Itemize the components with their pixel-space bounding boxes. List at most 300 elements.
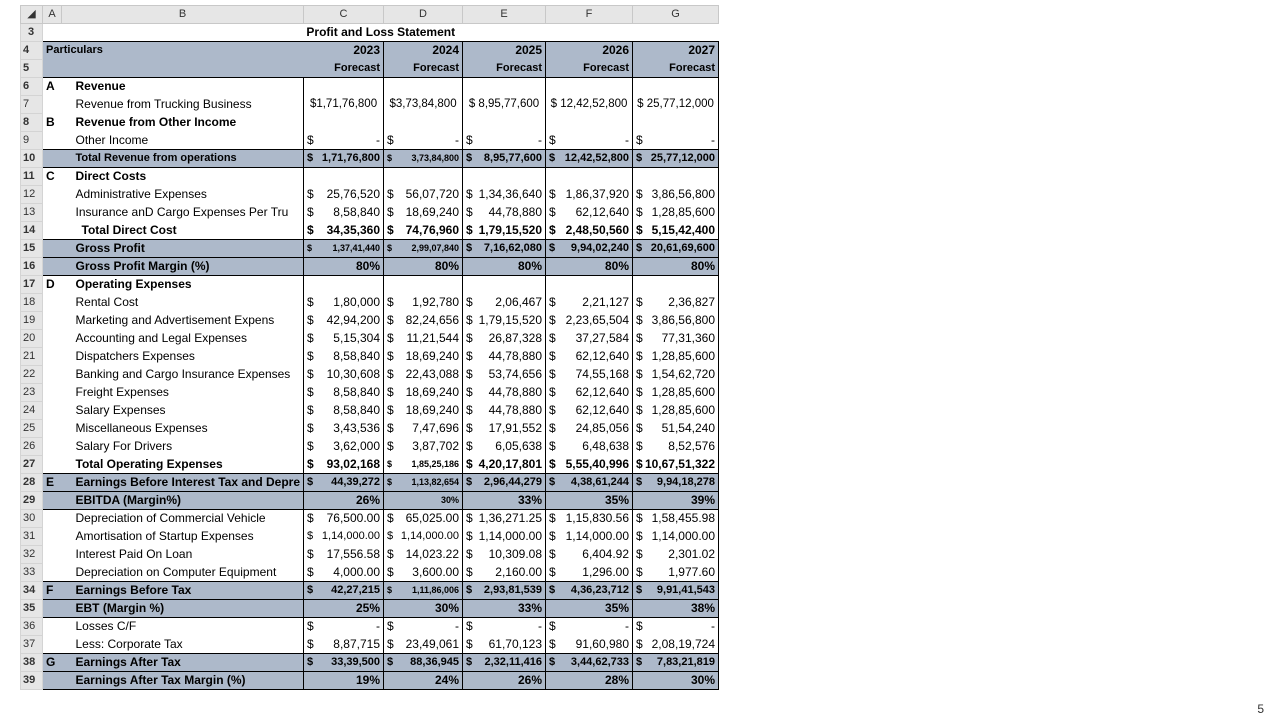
section-letter[interactable] — [43, 600, 62, 618]
value-cell[interactable] — [633, 186, 719, 204]
value-cell[interactable]: $ 8,95,77,600 — [463, 96, 546, 114]
row-label[interactable]: Gross Profit Margin (%) — [62, 258, 304, 276]
empty-cell[interactable] — [546, 78, 633, 96]
row-header[interactable]: 5 — [21, 60, 43, 78]
value-cell[interactable] — [384, 456, 463, 474]
value-cell[interactable] — [546, 636, 633, 654]
empty-cell[interactable] — [304, 114, 384, 132]
value-cell[interactable] — [463, 474, 546, 492]
value-cell[interactable] — [546, 546, 633, 564]
row-label[interactable]: Operating Expenses — [62, 276, 304, 294]
section-letter[interactable] — [43, 96, 62, 114]
value-cell[interactable] — [384, 312, 463, 330]
value-cell[interactable] — [463, 348, 546, 366]
value-cell[interactable] — [384, 420, 463, 438]
value-cell[interactable] — [463, 636, 546, 654]
value-cell[interactable] — [546, 204, 633, 222]
row-label[interactable]: Revenue from Trucking Business — [62, 96, 304, 114]
select-all-corner[interactable]: ◢ — [21, 6, 43, 24]
section-letter[interactable] — [43, 150, 62, 168]
percent-cell[interactable]: 33% — [463, 492, 546, 510]
row-header[interactable]: 30 — [21, 510, 43, 528]
section-letter[interactable] — [43, 492, 62, 510]
value-cell[interactable] — [546, 402, 633, 420]
statement-title[interactable]: Profit and Loss Statement — [306, 25, 456, 39]
value-cell[interactable] — [463, 438, 546, 456]
value-cell[interactable] — [384, 474, 463, 492]
row-header[interactable]: 25 — [21, 420, 43, 438]
value-cell[interactable] — [304, 186, 384, 204]
percent-cell[interactable]: 35% — [546, 600, 633, 618]
row-header[interactable]: 28 — [21, 474, 43, 492]
row-label[interactable]: Administrative Expenses — [62, 186, 304, 204]
row-label[interactable]: Earnings After Tax — [62, 654, 304, 672]
section-letter[interactable]: G — [43, 654, 62, 672]
value-cell[interactable] — [546, 582, 633, 600]
value-cell[interactable] — [633, 438, 719, 456]
value-cell[interactable] — [546, 384, 633, 402]
section-letter[interactable] — [43, 564, 62, 582]
value-cell[interactable] — [546, 654, 633, 672]
empty-cell[interactable] — [546, 114, 633, 132]
value-cell[interactable] — [546, 420, 633, 438]
value-cell[interactable] — [304, 294, 384, 312]
value-cell[interactable] — [384, 366, 463, 384]
percent-cell[interactable]: 30% — [384, 600, 463, 618]
value-cell[interactable] — [546, 294, 633, 312]
forecast-cell[interactable]: Forecast — [633, 60, 719, 78]
value-cell[interactable] — [304, 204, 384, 222]
value-cell[interactable] — [463, 456, 546, 474]
row-header[interactable]: 15 — [21, 240, 43, 258]
value-cell[interactable] — [304, 564, 384, 582]
row-header[interactable]: 7 — [21, 96, 43, 114]
value-cell[interactable] — [463, 420, 546, 438]
value-cell[interactable] — [633, 348, 719, 366]
value-cell[interactable] — [633, 420, 719, 438]
empty-cell[interactable] — [463, 114, 546, 132]
percent-cell[interactable]: 80% — [384, 258, 463, 276]
column-header-f[interactable]: F — [546, 6, 633, 24]
percent-cell[interactable]: 33% — [463, 600, 546, 618]
value-cell[interactable] — [304, 240, 384, 258]
value-cell[interactable] — [384, 186, 463, 204]
value-cell[interactable] — [546, 456, 633, 474]
value-cell[interactable] — [546, 330, 633, 348]
empty-cell[interactable] — [546, 168, 633, 186]
row-header[interactable]: 24 — [21, 402, 43, 420]
section-letter[interactable] — [43, 384, 62, 402]
currency-symbol: $ — [307, 439, 314, 453]
row-label[interactable]: Direct Costs — [62, 168, 304, 186]
value-cell[interactable] — [384, 132, 463, 150]
section-letter[interactable]: F — [43, 582, 62, 600]
percent-cell[interactable]: 35% — [546, 492, 633, 510]
value-cell[interactable] — [304, 402, 384, 420]
percent-cell[interactable]: 24% — [384, 672, 463, 690]
value-cell[interactable] — [384, 546, 463, 564]
value-cell[interactable] — [304, 546, 384, 564]
row-header[interactable]: 27 — [21, 456, 43, 474]
value-cell[interactable] — [633, 582, 719, 600]
empty-cell[interactable] — [384, 114, 463, 132]
section-letter[interactable] — [43, 312, 62, 330]
value-cell[interactable] — [384, 204, 463, 222]
column-header-a[interactable]: A — [43, 6, 62, 24]
value-cell[interactable] — [463, 312, 546, 330]
column-header-b[interactable]: B — [62, 6, 304, 24]
row-label[interactable]: Earnings Before Tax — [62, 582, 304, 600]
row-label[interactable]: Total Direct Cost — [62, 222, 304, 240]
value-cell[interactable] — [463, 564, 546, 582]
value-cell[interactable] — [633, 618, 719, 636]
row-header[interactable]: 18 — [21, 294, 43, 312]
row-label[interactable]: Salary Expenses — [62, 402, 304, 420]
row-header[interactable]: 13 — [21, 204, 43, 222]
value-cell[interactable] — [546, 474, 633, 492]
value-cell[interactable] — [546, 510, 633, 528]
value-cell[interactable] — [304, 330, 384, 348]
row-header[interactable]: 19 — [21, 312, 43, 330]
value-cell[interactable] — [463, 330, 546, 348]
value-cell[interactable] — [463, 150, 546, 168]
row-header[interactable]: 39 — [21, 672, 43, 690]
percent-cell[interactable]: 80% — [546, 258, 633, 276]
value-cell[interactable] — [304, 618, 384, 636]
value-cell[interactable] — [304, 582, 384, 600]
empty-cell[interactable] — [304, 168, 384, 186]
section-letter[interactable] — [43, 186, 62, 204]
empty-cell[interactable] — [633, 114, 719, 132]
row-header[interactable]: 26 — [21, 438, 43, 456]
empty-cell[interactable] — [304, 78, 384, 96]
value-cell[interactable] — [633, 546, 719, 564]
year-cell[interactable]: 2027 — [633, 42, 719, 60]
row-label[interactable]: Total Operating Expenses — [62, 456, 304, 474]
row-header[interactable]: 21 — [21, 348, 43, 366]
value-cell[interactable] — [633, 150, 719, 168]
value-cell[interactable] — [304, 510, 384, 528]
value-cell[interactable] — [633, 222, 719, 240]
row-label[interactable]: Dispatchers Expenses — [62, 348, 304, 366]
forecast-cell[interactable]: Forecast — [304, 60, 384, 78]
section-letter[interactable]: C — [43, 168, 62, 186]
empty-cell[interactable] — [384, 78, 463, 96]
section-letter[interactable] — [43, 402, 62, 420]
section-letter[interactable] — [43, 456, 62, 474]
value-cell[interactable] — [633, 384, 719, 402]
section-letter[interactable] — [43, 330, 62, 348]
value-cell[interactable] — [463, 654, 546, 672]
row-header[interactable]: 29 — [21, 492, 43, 510]
section-letter[interactable] — [43, 546, 62, 564]
section-letter[interactable] — [43, 240, 62, 258]
empty-cell[interactable] — [463, 78, 546, 96]
value-cell[interactable] — [304, 150, 384, 168]
value-cell[interactable] — [384, 222, 463, 240]
empty-cell[interactable] — [546, 276, 633, 294]
value-cell[interactable] — [304, 636, 384, 654]
section-letter[interactable] — [43, 366, 62, 384]
percent-cell[interactable]: 80% — [463, 258, 546, 276]
row-header[interactable]: 34 — [21, 582, 43, 600]
empty-cell[interactable] — [463, 276, 546, 294]
value-cell[interactable] — [384, 348, 463, 366]
value-cell[interactable] — [384, 150, 463, 168]
value-cell[interactable]: $1,71,76,800 — [304, 96, 384, 114]
value-cell[interactable] — [546, 528, 633, 546]
value-cell[interactable] — [633, 204, 719, 222]
amount: 65,025.00 — [405, 511, 460, 526]
section-letter[interactable] — [43, 510, 62, 528]
value-cell[interactable] — [463, 582, 546, 600]
value-cell[interactable] — [463, 546, 546, 564]
row-label[interactable]: Marketing and Advertisement Expens — [62, 312, 304, 330]
row-label[interactable]: EBITDA (Margin%) — [62, 492, 304, 510]
row-label[interactable]: Earnings After Tax Margin (%) — [62, 672, 304, 690]
particulars-label-blank[interactable] — [43, 60, 304, 78]
forecast-cell[interactable]: Forecast — [463, 60, 546, 78]
value-cell[interactable] — [384, 330, 463, 348]
row-header[interactable]: 11 — [21, 168, 43, 186]
empty-cell[interactable] — [633, 168, 719, 186]
value-cell[interactable] — [463, 186, 546, 204]
percent-cell[interactable]: 80% — [633, 258, 719, 276]
value-cell[interactable] — [463, 294, 546, 312]
value-cell[interactable] — [546, 564, 633, 582]
value-cell[interactable]: $3,73,84,800 — [384, 96, 463, 114]
value-cell[interactable] — [304, 222, 384, 240]
section-letter[interactable] — [43, 294, 62, 312]
section-letter[interactable] — [43, 132, 62, 150]
value-cell[interactable] — [633, 528, 719, 546]
percent-cell[interactable]: 80% — [304, 258, 384, 276]
value-cell[interactable] — [384, 636, 463, 654]
value-cell[interactable] — [463, 204, 546, 222]
row-header[interactable]: 31 — [21, 528, 43, 546]
empty-cell[interactable] — [384, 168, 463, 186]
value-cell[interactable] — [546, 132, 633, 150]
value-cell[interactable] — [633, 294, 719, 312]
year-cell[interactable]: 2023 — [304, 42, 384, 60]
percent-cell[interactable]: 30% — [384, 492, 463, 510]
row-label[interactable]: Rental Cost — [62, 294, 304, 312]
row-header[interactable]: 23 — [21, 384, 43, 402]
row-header[interactable]: 12 — [21, 186, 43, 204]
row-label[interactable]: Revenue from Other Income — [62, 114, 304, 132]
row-label[interactable]: EBT (Margin %) — [62, 600, 304, 618]
value-cell[interactable] — [384, 654, 463, 672]
empty-cell[interactable] — [633, 78, 719, 96]
value-cell[interactable] — [463, 222, 546, 240]
value-cell[interactable] — [633, 366, 719, 384]
value-cell[interactable] — [463, 402, 546, 420]
value-cell[interactable] — [633, 330, 719, 348]
row-header[interactable]: 6 — [21, 78, 43, 96]
section-letter[interactable] — [43, 672, 62, 690]
money-value — [387, 402, 459, 419]
section-letter[interactable] — [43, 420, 62, 438]
value-cell[interactable] — [304, 348, 384, 366]
row-header[interactable]: 22 — [21, 366, 43, 384]
value-cell[interactable] — [463, 366, 546, 384]
section-letter[interactable] — [43, 258, 62, 276]
section-letter[interactable] — [43, 204, 62, 222]
percent-cell[interactable]: 26% — [304, 492, 384, 510]
value-cell[interactable] — [633, 312, 719, 330]
row-label[interactable]: Accounting and Legal Expenses — [62, 330, 304, 348]
value-cell[interactable] — [304, 654, 384, 672]
row-label[interactable]: Earnings Before Interest Tax and Depre — [62, 474, 304, 492]
percent-cell[interactable]: 26% — [463, 672, 546, 690]
row-header[interactable]: 4 — [21, 42, 43, 60]
row-label[interactable]: Banking and Cargo Insurance Expenses — [62, 366, 304, 384]
row-header[interactable]: 16 — [21, 258, 43, 276]
value-cell[interactable] — [384, 438, 463, 456]
value-cell[interactable] — [384, 384, 463, 402]
percent-cell[interactable]: 25% — [304, 600, 384, 618]
currency-symbol: $ — [636, 295, 643, 309]
value-cell[interactable] — [384, 240, 463, 258]
percent-cell[interactable]: 39% — [633, 492, 719, 510]
row-label[interactable]: Other Income — [62, 132, 304, 150]
row-header[interactable]: 32 — [21, 546, 43, 564]
row-header[interactable]: 17 — [21, 276, 43, 294]
section-letter[interactable]: B — [43, 114, 62, 132]
value-cell[interactable] — [384, 528, 463, 546]
value-cell[interactable] — [546, 222, 633, 240]
value-cell[interactable] — [463, 132, 546, 150]
value-cell[interactable] — [546, 366, 633, 384]
value-cell[interactable] — [546, 240, 633, 258]
value-cell[interactable] — [304, 132, 384, 150]
column-header-d[interactable]: D — [384, 6, 463, 24]
column-header-e[interactable]: E — [463, 6, 546, 24]
row-label[interactable]: Salary For Drivers — [62, 438, 304, 456]
value-cell[interactable] — [633, 474, 719, 492]
value-cell[interactable]: $ 25,77,12,000 — [633, 96, 719, 114]
empty-cell[interactable] — [384, 276, 463, 294]
section-letter[interactable] — [43, 618, 62, 636]
row-header[interactable]: 8 — [21, 114, 43, 132]
column-header-c[interactable]: C — [304, 6, 384, 24]
section-letter[interactable] — [43, 636, 62, 654]
section-letter[interactable] — [43, 438, 62, 456]
forecast-cell[interactable]: Forecast — [384, 60, 463, 78]
value-cell[interactable] — [546, 438, 633, 456]
empty-cell[interactable] — [633, 276, 719, 294]
row-label[interactable]: Miscellaneous Expenses — [62, 420, 304, 438]
value-cell[interactable] — [546, 348, 633, 366]
row-label[interactable]: Revenue — [62, 78, 304, 96]
year-cell[interactable]: 2026 — [546, 42, 633, 60]
value-cell[interactable] — [633, 132, 719, 150]
row-label[interactable]: Amortisation of Startup Expenses — [62, 528, 304, 546]
year-cell[interactable]: 2024 — [384, 42, 463, 60]
percent-cell[interactable]: 30% — [633, 672, 719, 690]
value-cell[interactable] — [463, 240, 546, 258]
row-header[interactable]: 33 — [21, 564, 43, 582]
row-label[interactable]: Freight Expenses — [62, 384, 304, 402]
row-label[interactable]: Insurance anD Cargo Expenses Per Tru — [62, 204, 304, 222]
value-cell[interactable] — [304, 528, 384, 546]
empty-cell[interactable] — [304, 276, 384, 294]
value-cell[interactable] — [546, 150, 633, 168]
row-header[interactable]: 37 — [21, 636, 43, 654]
section-letter[interactable] — [43, 528, 62, 546]
percent-cell[interactable]: 38% — [633, 600, 719, 618]
value-cell[interactable] — [633, 654, 719, 672]
percent-cell[interactable]: 19% — [304, 672, 384, 690]
value-cell[interactable] — [304, 420, 384, 438]
value-cell[interactable] — [633, 510, 719, 528]
value-cell[interactable] — [633, 402, 719, 420]
value-cell[interactable] — [463, 618, 546, 636]
row-header[interactable]: 10 — [21, 150, 43, 168]
value-cell[interactable] — [546, 618, 633, 636]
value-cell[interactable] — [304, 384, 384, 402]
value-cell[interactable] — [463, 528, 546, 546]
value-cell[interactable] — [633, 456, 719, 474]
row-label[interactable]: Depreciation of Commercial Vehicle — [62, 510, 304, 528]
value-cell[interactable] — [546, 312, 633, 330]
value-cell[interactable] — [633, 240, 719, 258]
section-letter[interactable]: E — [43, 474, 62, 492]
row-header[interactable]: 14 — [21, 222, 43, 240]
row-header[interactable]: 9 — [21, 132, 43, 150]
row-header[interactable]: 20 — [21, 330, 43, 348]
value-cell[interactable] — [463, 384, 546, 402]
value-cell[interactable] — [463, 510, 546, 528]
row-header[interactable]: 35 — [21, 600, 43, 618]
value-cell[interactable] — [384, 510, 463, 528]
value-cell[interactable] — [384, 402, 463, 420]
row-header[interactable]: 3 — [21, 24, 43, 42]
row-label[interactable]: Less: Corporate Tax — [62, 636, 304, 654]
empty-cell[interactable] — [463, 168, 546, 186]
row-header[interactable]: 36 — [21, 618, 43, 636]
value-cell[interactable] — [633, 636, 719, 654]
column-header-g[interactable]: G — [633, 6, 719, 24]
section-letter[interactable]: A — [43, 78, 62, 96]
value-cell[interactable] — [304, 438, 384, 456]
value-cell[interactable] — [304, 312, 384, 330]
value-cell[interactable] — [384, 582, 463, 600]
section-letter[interactable] — [43, 348, 62, 366]
value-cell[interactable]: $ 12,42,52,800 — [546, 96, 633, 114]
value-cell[interactable] — [384, 564, 463, 582]
row-label[interactable]: Total Revenue from operations — [62, 150, 304, 168]
particulars-label[interactable]: Particulars — [43, 42, 304, 60]
section-letter[interactable]: D — [43, 276, 62, 294]
row-label[interactable]: Gross Profit — [62, 240, 304, 258]
row-label[interactable]: Depreciation on Computer Equipment — [62, 564, 304, 582]
value-cell[interactable] — [546, 186, 633, 204]
value-cell[interactable] — [304, 456, 384, 474]
year-cell[interactable]: 2025 — [463, 42, 546, 60]
value-cell[interactable] — [633, 564, 719, 582]
value-cell[interactable] — [384, 618, 463, 636]
value-cell[interactable] — [304, 366, 384, 384]
row-header[interactable]: 38 — [21, 654, 43, 672]
row-label[interactable]: Losses C/F — [62, 618, 304, 636]
percent-cell[interactable]: 28% — [546, 672, 633, 690]
row-label[interactable]: Interest Paid On Loan — [62, 546, 304, 564]
value-cell[interactable] — [384, 294, 463, 312]
forecast-cell[interactable]: Forecast — [546, 60, 633, 78]
section-letter[interactable] — [43, 222, 62, 240]
value-cell[interactable] — [304, 474, 384, 492]
